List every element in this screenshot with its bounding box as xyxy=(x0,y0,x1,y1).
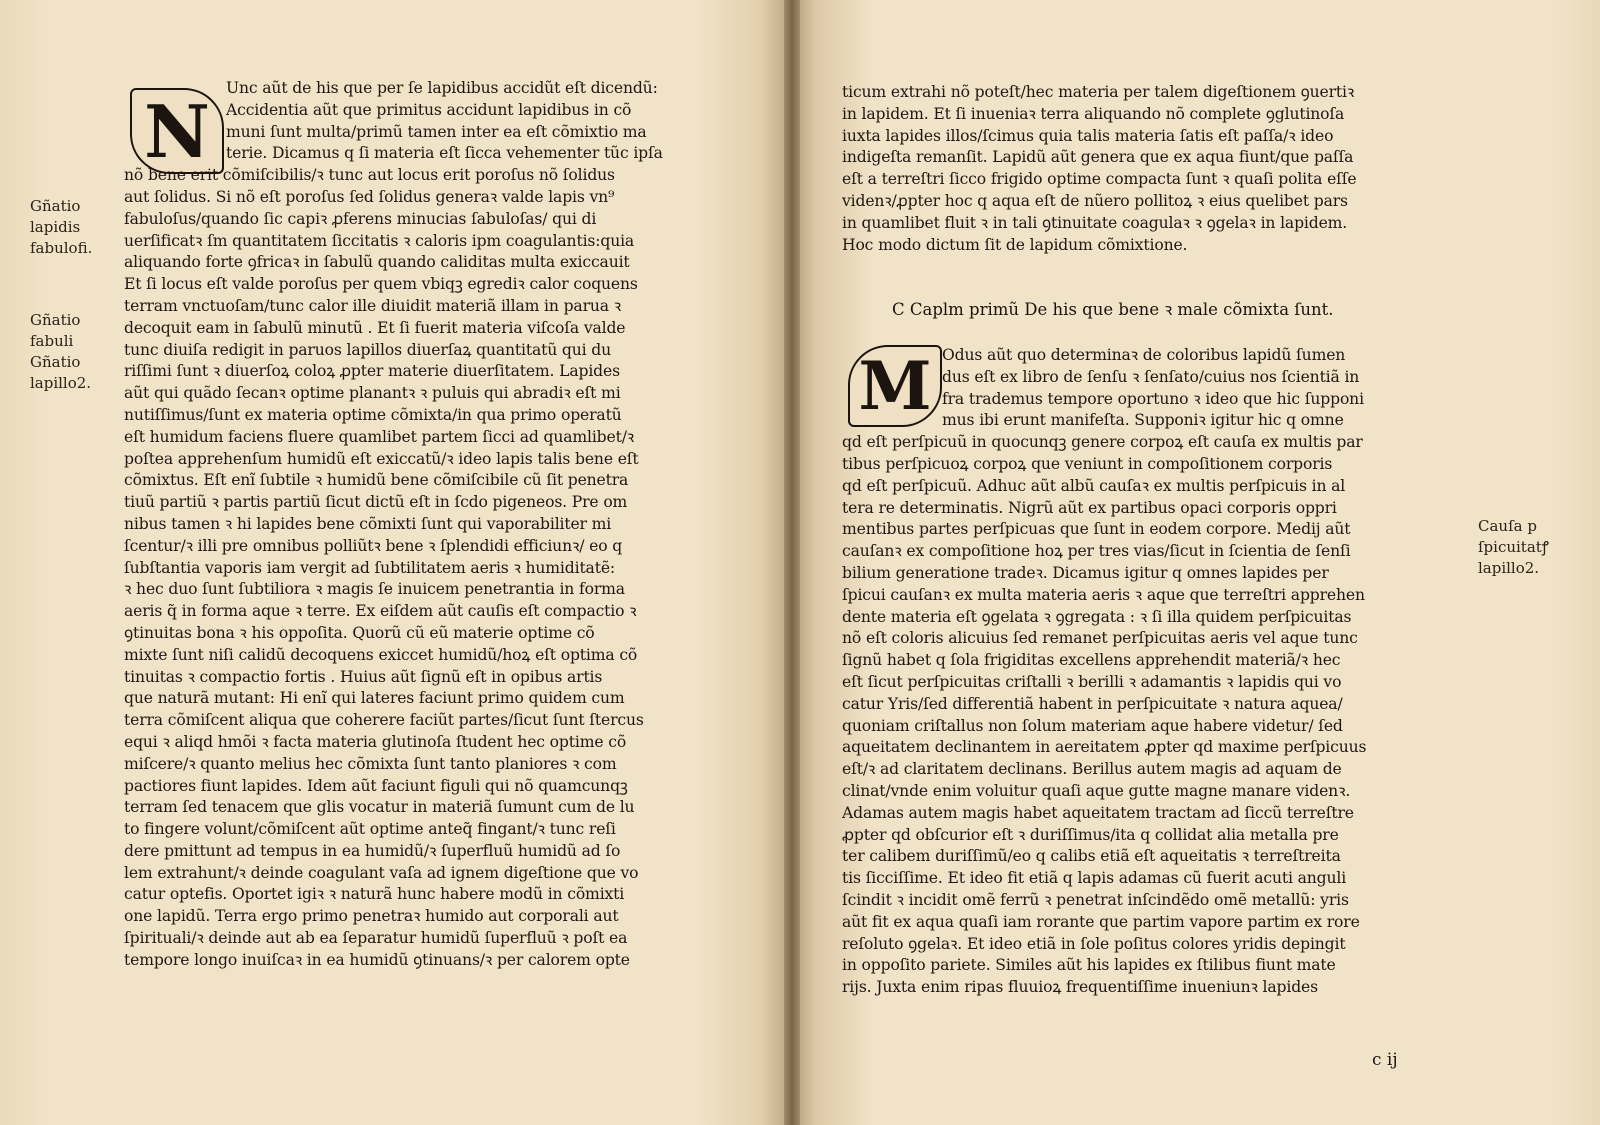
chapter-heading: C Caplm primũ De his que bene ꝛ male cõmixta ſunt. xyxy=(892,300,1334,319)
text-line: aut ſolidus. Si nõ eſt poroſus ſed ſolidus generaꝛ valde lapis vn⁹ xyxy=(124,187,615,206)
text-line: indigeſta remanſit. Lapidũ aũt genera que ex aqua fiunt/que paſſa xyxy=(842,148,1354,167)
text-line: catur Yris/ſed differentiã habent in perſpicuitate ꝛ natura aquea/ xyxy=(842,694,1343,713)
text-line: dus eſt ex libro de ſenſu ꝛ ſenſato/cuius nos ſcientiã in xyxy=(942,367,1360,386)
margin-note-line: Gñatio xyxy=(30,311,81,329)
margin-note-line: fabulofi. xyxy=(30,239,93,257)
margin-note-line: lapillo2. xyxy=(30,374,92,392)
text-line: clinat/vnde enim voluitur quaſi aque gutte magne manare videnꝛ. xyxy=(842,781,1351,800)
left-page-text xyxy=(124,78,750,972)
text-line: mentibus partes perſpicuas que ſunt in eodem corpore. Medij aũt xyxy=(842,520,1351,539)
text-line: ſpicui cauſanꝛ ex multa materia aeris ꝛ aque que terreſtri apprehen xyxy=(842,585,1365,604)
text-line: miſcere/ꝛ quanto melius hec cõmixta ſunt tanto planiores ꝛ com xyxy=(124,754,617,773)
text-line: muni ſunt multa/primũ tamen inter ea eſt cõmixtio ma xyxy=(226,122,647,141)
text-line: ticum extrahi nõ poteſt/hec materia per talem digeſtionem ꝯuertiꝛ xyxy=(842,83,1355,101)
text-line: in lapidem. Et ſi inueniaꝛ terra aliquando nõ complete ꝯglutinoſa xyxy=(842,104,1345,123)
text-line: in oppoſito pariete. Similes aũt his lapides ex ſtilibus fiunt mate xyxy=(842,956,1336,975)
text-line: Et ſi locus eſt valde poroſus per quem vbiqꝫ egrediꝛ calor coquens xyxy=(124,275,638,294)
initial-letter: M xyxy=(858,347,932,425)
text-line: ꝓpter qd obſcurior eſt ꝛ duriſſimus/ita q collidat alia metalla pre xyxy=(842,825,1339,844)
text-line: one lapidũ. Terra ergo primo penetraꝛ humido aut corporali aut xyxy=(124,907,619,926)
text-line: eſt humidum faciens fluere quamlibet partem ſicci ad quamlibet/ꝛ xyxy=(124,427,635,446)
text-line: tempore longo inuiſcaꝛ in ea humidũ ꝯtinuans/ꝛ per calorem opte xyxy=(124,950,630,969)
margin-note-2 xyxy=(30,310,91,394)
text-line: aũt fit ex aqua quaſi iam rorante que partim vapore partim ex rore xyxy=(842,912,1360,931)
text-line: tis ſicciſſime. Et ideo fit etiã q lapis adamas cũ fuerit acuti anguli xyxy=(842,869,1347,888)
text-line: ter calibem duriſſimũ/eo q calibs etiã eſt aqueitatis ꝛ terreſtreita xyxy=(842,847,1341,866)
text-line: dente materia eſt ꝯgelata ꝛ ꝯgregata : ꝛ ſi illa quidem perſpicuitas xyxy=(842,607,1352,626)
text-line: uerſificatꝛ ſm quantitatem ſiccitatis ꝛ caloris ipm coagulantis:quia xyxy=(124,231,635,250)
text-line: Adamas autem magis habet aqueitatem tractam ad ſiccũ terreſtre xyxy=(842,803,1354,822)
text-line: nõ bene erit cõmiſcibilis/ꝛ tunc aut locus erit poroſus nõ ſolidus xyxy=(124,166,615,185)
text-line: eſt ſicut perſpicuitas criſtalli ꝛ berilli ꝛ adamantis ꝛ lapidis qui vo xyxy=(842,672,1342,691)
text-line: videnꝛ/ꝓpter hoc q aqua eſt de nũero pollitoꝝ ꝛ eius quelibet pars xyxy=(842,191,1348,210)
text-line: cõmixtus. Eſt enĩ ſubtile ꝛ humidũ bene cõmiſcibile cũ ſit penetra xyxy=(124,471,629,490)
text-line: equi ꝛ aliqd hmõi ꝛ facta materia glutinoſa ſtudent hec optime cõ xyxy=(124,732,627,751)
text-line: fra trademus tempore oportuno ꝛ ideo que hic ſupponi xyxy=(942,389,1364,408)
text-line: pactiores fiunt lapides. Idem aũt faciunt figuli qui nõ quamcunqꝫ xyxy=(124,776,628,795)
text-line: decoquit eam in ſabulũ minutũ . Et ſi fuerit materia viſcoſa valde xyxy=(124,318,626,337)
text-line: rijs. Juxta enim ripas fluuioꝝ frequentiſſime inueniunꝛ lapides xyxy=(842,978,1318,997)
text-line: qd eſt perſpicuũ in quocunqꝫ genere corpoꝝ eſt cauſa ex multis par xyxy=(842,433,1363,452)
text-line: dere pmittunt ad tempus in ea humidũ/ꝛ ſuperfluũ humidũ ad ſo xyxy=(124,841,621,860)
text-line: mixte ſunt niſi calidũ decoquens exiccet humidũ/hoꝝ eſt optima cõ xyxy=(124,645,638,664)
margin-note-line: Gñatio xyxy=(30,197,81,215)
text-line: terram ſed tenacem que glis vocatur in materiã ſumunt cum de lu xyxy=(124,798,635,817)
text-line: eſt/ꝛ ad claritatem declinans. Berillus autem magis ad aquam de xyxy=(842,760,1342,779)
margin-note-line: Gñatio xyxy=(30,353,81,371)
signature-mark: c ij xyxy=(1372,1050,1398,1070)
text-line: poſtea apprehenſum humidũ eſt exiccatũ/ꝛ ideo lapis talis bene eſt xyxy=(124,449,639,468)
text-line: tunc diuiſa redigit in paruos lapillos diuerſaꝝ quantitatũ qui du xyxy=(124,340,612,359)
text-line: catur optefis. Oportet igiꝛ ꝛ naturã hunc habere modũ in cõmixti xyxy=(124,885,625,904)
text-line: to fingere volunt/cõmiſcent aũt optime anteq̃ fingant/ꝛ tunc reſi xyxy=(124,820,616,839)
text-line: eſt a terreſtri ſicco frigido optime compacta ſunt ꝛ quaſi polita eſſe xyxy=(842,170,1357,189)
text-line: tibus perſpicuoꝝ corpoꝝ que veniunt in compoſitionem corporis xyxy=(842,454,1333,473)
margin-note-line: fabuli xyxy=(30,332,74,350)
text-line: nõ eſt coloris alicuius ſed remanet perſpicuitas aeris vel aque tunc xyxy=(842,629,1358,648)
text-line: fabuloſus/quando ſic capiꝛ ꝓferens minucias ſabuloſas/ qui di xyxy=(124,209,597,228)
text-line: nutiſſimus/ſunt ex materia optime cõmixta/in qua primo operatũ xyxy=(124,405,622,424)
text-line: Unc aũt de his que per ſe lapidibus accidũt eſt dicendũ: xyxy=(226,79,658,97)
text-line: tinuitas ꝛ compactio fortis . Huius aũt ſignũ eſt in opibus artis xyxy=(124,667,603,686)
margin-note-1 xyxy=(30,196,92,259)
text-line: mus ibi erunt manifeſta. Supponiꝛ igitur hic q omne xyxy=(942,411,1344,430)
text-line: Accidentia aũt que primitus accidunt lapidibus in cõ xyxy=(226,100,632,119)
text-line: cauſanꝛ ex compoſitione hoꝝ per tres vias/ſicut in ſcientia de ſenſi xyxy=(842,542,1351,561)
text-line: terram vnctuoſam/tunc calor ille diuidit materiã illam in parua ꝛ xyxy=(124,296,621,315)
text-line: aeris q̃ in forma aque ꝛ terre. Ex eiſdem aũt cauſis eſt compactio ꝛ xyxy=(124,602,637,621)
text-line: riſſimi ſunt ꝛ diuerſoꝝ coloꝝ ꝓpter materie diuerſitatem. Lapides xyxy=(124,362,620,381)
book-gutter xyxy=(784,0,800,1125)
margin-note-line: lapillo2. xyxy=(1478,559,1540,577)
text-line: terra cõmiſcent aliqua que coherere faciũt partes/ſicut ſunt ſtercus xyxy=(124,711,644,730)
text-line: ſubſtantia vaporis iam vergit ad ſubtilitatem aeris ꝛ humiditatẽ: xyxy=(124,558,615,577)
text-line: terie. Dicamus q ſi materia eſt ſicca vehementer tũc ipſa xyxy=(226,144,663,163)
text-line: que naturã mutant: Hi enĩ qui lateres faciunt primo quidem cum xyxy=(124,689,625,708)
text-line: ꝛ hec duo ſunt ſubtiliora ꝛ magis ſe inuicem penetrantia in forma xyxy=(124,580,625,599)
text-line: tiuũ partiũ ꝛ partis partiũ ſicut dictũ eſt in ſcdo pigeneos. Pre om xyxy=(124,493,628,512)
text-line: aqueitatem declinantem in aereitatem ꝓpter qd maxime perſpicuus xyxy=(842,738,1367,757)
initial-letter: N xyxy=(144,88,210,174)
right-page-text xyxy=(842,345,1470,999)
text-line: aũt qui quãdo ſecanꝛ optime planantꝛ ꝛ puluis qui abradiꝛ eſt mi xyxy=(124,384,621,403)
text-line: ꝯtinuitas bona ꝛ his oppoſita. Quorũ cũ eũ materie optime cõ xyxy=(124,623,595,642)
text-line: ſignũ habet q ſola frigiditas excellens apprehendit materiã/ꝛ hec xyxy=(842,651,1341,670)
text-line: iuxta lapides illos/ſcimus quia talis materia ſatis eſt paſſa/ꝛ ideo xyxy=(842,126,1334,145)
margin-note-line: ſpicuitatꝭ xyxy=(1478,538,1549,556)
right-page-top-text xyxy=(842,82,1470,256)
text-line: reſoluto ꝯgelaꝛ. Et ideo etiã in ſole poſitus colores yridis depingit xyxy=(842,934,1346,953)
margin-note-line: lapidis xyxy=(30,218,81,236)
text-line: quoniam criſtallus non ſolum materiam aque habere videtur/ ſed xyxy=(842,716,1343,735)
text-line: aliquando forte ꝯfricaꝛ in ſabulũ quando caliditas multa exiccauit xyxy=(124,253,630,272)
text-line: ſcentur/ꝛ illi pre omnibus polliũtꝛ bene ꝛ ſplendidi efficiunꝛ/ eo q xyxy=(124,536,623,555)
text-line: lem extrahunt/ꝛ deinde coagulant vaſa ad ignem digeſtione que vo xyxy=(124,863,639,882)
text-line: ſpirituali/ꝛ deinde aut ab ea ſeparatur humidũ ſuperfluũ ꝛ poſt ea xyxy=(124,929,628,948)
text-line: bilium generatione tradeꝛ. Dicamus igitur q omnes lapides per xyxy=(842,563,1329,582)
text-line: qd eſt perſpicuũ. Adhuc aũt albũ cauſaꝛ ex multis perſpicuis in al xyxy=(842,476,1346,495)
text-line: nibus tamen ꝛ hi lapides bene cõmixti ſunt qui vaporabiliter mi xyxy=(124,514,612,533)
text-line: in quamlibet fluit ꝛ in tali ꝯtinuitate coagulaꝛ ꝛ ꝯgelaꝛ in lapidem. xyxy=(842,213,1348,232)
text-line: ſcindit ꝛ incidit omẽ ferrũ ꝛ penetrat inſcindẽdo omẽ metallũ: yris xyxy=(842,890,1349,909)
text-line: Odus aũt quo determinaꝛ de coloribus lapidũ ſumen xyxy=(942,346,1346,364)
margin-note-3 xyxy=(1478,516,1549,579)
margin-note-line: Cauſa p xyxy=(1478,517,1537,535)
text-line: Hoc modo dictum ſit de lapidum cõmixtione. xyxy=(842,235,1188,254)
text-line: tera re determinatis. Nigrũ aũt ex partibus opaci corporis oppri xyxy=(842,498,1337,517)
